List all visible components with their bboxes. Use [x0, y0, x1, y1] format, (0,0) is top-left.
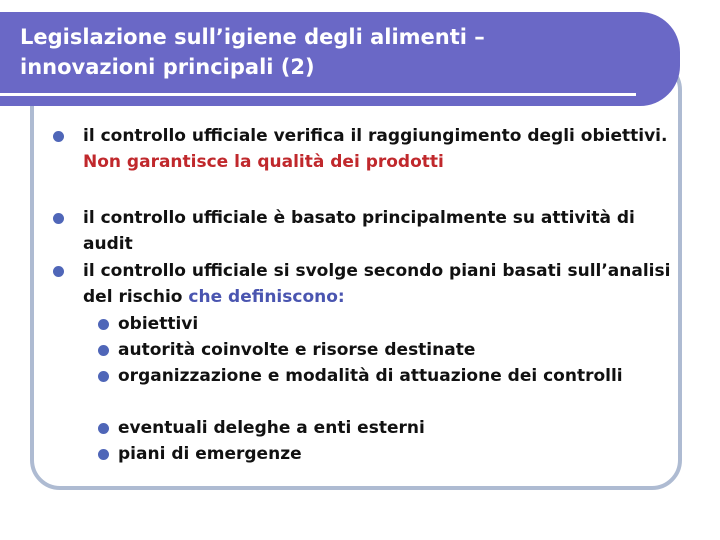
- bullet-text: il controllo ufficiale si svolge secondo piani basati sull’analisi del rischio: [83, 261, 671, 307]
- bullet-item-1: [83, 123, 683, 175]
- sub-bullet-item: [118, 441, 678, 467]
- bullet-item-2: [83, 205, 683, 257]
- bullet-dot-icon: [98, 449, 109, 460]
- slide-title-line2: innovazioni principali (2): [20, 55, 315, 79]
- slide-title: [20, 22, 660, 82]
- slide-title-line1: Legislazione sull’igiene degli alimenti –: [20, 25, 485, 49]
- bullet-dot-icon: [53, 213, 64, 224]
- bullet-dot-icon: [53, 266, 64, 277]
- sub-bullet-item: [118, 363, 678, 389]
- bullet-dot-icon: [98, 423, 109, 434]
- bullet-highlight-red: Non garantisce la qualità dei prodotti: [83, 152, 444, 172]
- sub-bullet-text: obiettivi: [118, 314, 199, 334]
- bullet-text: il controllo ufficiale verifica il raggiungimento degli obiettivi.: [83, 126, 668, 146]
- bullet-dot-icon: [98, 319, 109, 330]
- sub-bullet-item: [118, 415, 678, 441]
- bullet-highlight-blue: che definiscono:: [188, 287, 345, 307]
- bullet-text: il controllo ufficiale è basato principalmente su attività di audit: [83, 208, 635, 254]
- bullet-dot-icon: [53, 131, 64, 142]
- bullet-dot-icon: [98, 345, 109, 356]
- sub-bullet-text: piani di emergenze: [118, 444, 302, 464]
- bullet-dot-icon: [98, 371, 109, 382]
- sub-bullet-text: eventuali deleghe a enti esterni: [118, 418, 425, 438]
- sub-bullet-item: [118, 311, 678, 337]
- sub-bullet-text: organizzazione e modalità di attuazione dei controlli: [118, 366, 623, 386]
- sub-bullet-item: [118, 337, 678, 363]
- bullet-item-3: [83, 258, 683, 310]
- sub-bullet-text: autorità coinvolte e risorse destinate: [118, 340, 476, 360]
- title-underline: [0, 93, 636, 96]
